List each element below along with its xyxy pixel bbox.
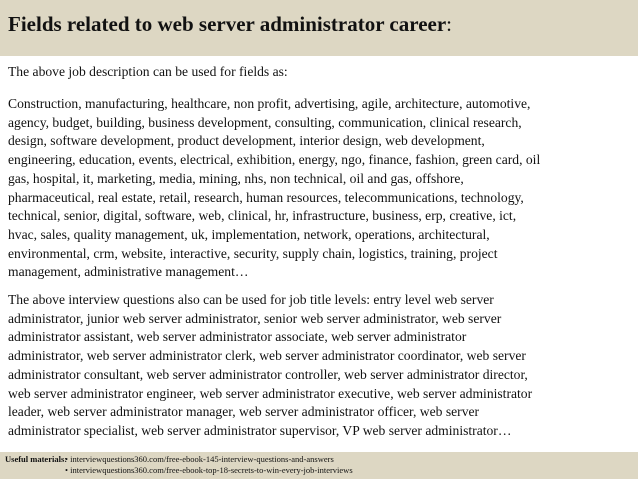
slide-title-main: Fields related to web server administrator career <box>8 12 447 36</box>
levels-line: administrator consultant, web server administrator controller, web server administrator director, <box>8 366 528 382</box>
footer-bar <box>0 452 638 479</box>
title-bar <box>0 0 638 56</box>
levels-line: administrator, junior web server administrator, senior web server administrator, web server <box>8 310 502 326</box>
fields-line: management, administrative management… <box>8 264 249 280</box>
levels-line: administrator, web server administrator clerk, web server administrator coordinator, web server <box>8 348 526 364</box>
footer-link-ebook-145[interactable]: • interviewquestions360.com/free-ebook-145-interview-questions-and-answers <box>65 454 334 464</box>
levels-line: leader, web server administrator manager, web server administrator officer, web server <box>8 404 480 420</box>
fields-line: Construction, manufacturing, healthcare, non profit, advertising, agile, architecture, automotive, <box>8 96 531 111</box>
footer-label: Useful materials: <box>5 454 68 464</box>
fields-line: engineering, education, events, electrical, exhibition, energy, ngo, finance, fashion, green card, oil <box>8 152 541 168</box>
levels-line: administrator specialist, web server administrator supervisor, VP web server administrator… <box>8 422 512 438</box>
fields-line: agency, budget, building, business development, consulting, communication, clinical research, <box>8 114 522 130</box>
fields-line: gas, hospital, it, marketing, media, mining, nhs, non technical, oil and gas, offshore, <box>8 170 464 186</box>
fields-line: hvac, sales, quality management, uk, implementation, network, operations, architectural, <box>8 226 490 242</box>
fields-paragraph <box>8 95 633 282</box>
slide-title-colon: : <box>446 12 453 36</box>
fields-line: technical, senior, digital, software, web, clinical, hr, infrastructure, business, erp, creative, ict, <box>8 208 517 224</box>
fields-line: design, software development, product development, interior design, web development, <box>8 133 485 149</box>
levels-line: administrator assistant, web server administrator associate, web server administrator <box>8 329 467 345</box>
levels-line: The above interview questions also can be used for job title levels: entry level web server <box>8 292 494 308</box>
fields-line: pharmaceutical, real estate, retail, research, human resources, telecommunications, technology, <box>8 189 524 205</box>
fields-line: environmental, crm, website, interactive, security, supply chain, logistics, training, project <box>8 245 498 261</box>
levels-line: web server administrator engineer, web server administrator executive, web server administrator <box>8 385 533 401</box>
footer-link-ebook-top-18[interactable]: • interviewquestions360.com/free-ebook-top-18-secrets-to-win-every-job-interviews <box>65 465 353 475</box>
slide-title <box>8 12 452 37</box>
levels-paragraph <box>8 291 633 441</box>
intro-text: The above job description can be used for fields as: <box>8 64 288 79</box>
slide-body <box>8 63 633 441</box>
